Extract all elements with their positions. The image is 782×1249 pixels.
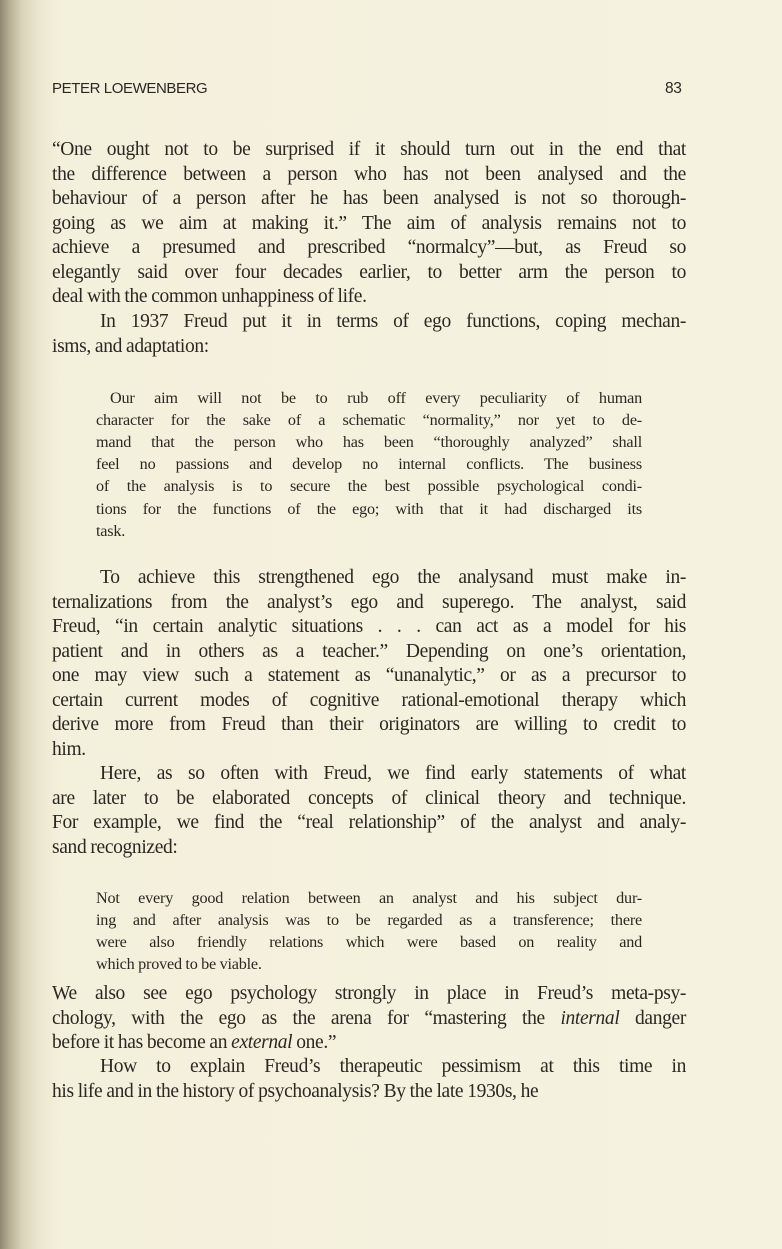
text-line: elegantly said over four decades earlier, to better arm the person to [52, 261, 686, 283]
text-line: sand recognized: [52, 836, 178, 858]
text-line: his life and in the history of psychoanalysis? By the late 1930s, he [52, 1080, 539, 1102]
text-line: Here, as so often with Freud, we find early statements of what [100, 763, 686, 784]
text-line: Our aim will not be to rub off every peculiarity of human [110, 389, 642, 407]
text-line: were also friendly relations which were based on reality and [96, 933, 642, 952]
text-line: “One ought not to be surprised if it should turn out in the end that [52, 139, 686, 160]
text-line: of the analysis is to secure the best possible psychological condi- [96, 477, 642, 496]
text-line: are later to be elaborated concepts of clinical theory and technique. [52, 787, 686, 809]
text-line: How to explain Freud’s therapeutic pessimism at this time in [100, 1056, 686, 1077]
text-line: ing and after analysis was to be regarded as a transference; there [96, 911, 642, 930]
text-line: certain current modes of cognitive rational-emotional therapy which [52, 689, 686, 711]
text-line: task. [96, 521, 126, 540]
text-line: achieve a presumed and prescribed “normalcy”—but, as Freud so [52, 237, 686, 258]
text-line: the difference between a person who has not been analysed and the [52, 163, 686, 185]
text-line: feel no passions and develop no internal conflicts. The business [96, 455, 642, 474]
text-line: him. [52, 738, 86, 760]
text-line [52, 1007, 686, 1031]
text-line: ternalizations from the analyst’s ego and superego. The analyst, said [52, 591, 686, 613]
text-line: Freud, “in certain analytic situations . . . can act as a model for his [52, 616, 686, 637]
italic-emphasis: internal [560, 1007, 620, 1029]
text-line: which proved to be viable. [96, 955, 262, 974]
text-line: We also see ego psychology strongly in place in Freud’s meta-psy- [52, 983, 686, 1004]
text-line [52, 1031, 686, 1055]
text-segment: one.” [292, 1032, 337, 1053]
text-line: behaviour of a person after he has been analysed is not so thorough- [52, 188, 686, 209]
text-line: character for the sake of a schematic “normality,” nor yet to de- [96, 411, 642, 430]
text-line: going as we aim at making it.” The aim of analysis remains not to [52, 212, 686, 234]
text-line: patient and in others as a teacher.” Depending on one’s orientation, [52, 640, 686, 662]
text-line: In 1937 Freud put it in terms of ego functions, coping mechan- [100, 311, 686, 332]
text-line: deal with the common unhappiness of life. [52, 286, 367, 307]
text-segment: danger [619, 1007, 686, 1029]
page-number: 83 [665, 80, 682, 97]
text-line: isms, and adaptation: [52, 335, 209, 357]
running-header-author: PETER LOEWENBERG [52, 80, 208, 97]
text-line: Not every good relation between an analyst and his subject dur- [96, 889, 642, 907]
text-line: derive more from Freud than their originators are willing to credit to [52, 714, 686, 735]
text-line: For example, we find the “real relationship” of the analyst and analy- [52, 812, 686, 833]
text-segment: chology, with the ego as the arena for “mastering the [52, 1007, 561, 1029]
italic-emphasis: external [231, 1032, 293, 1053]
text-line: mand that the person who has been “thoroughly analyzed” shall [96, 433, 642, 452]
text-line: one may view such a statement as “unanalytic,” or as a precursor to [52, 665, 686, 686]
text-segment: before it has become an [52, 1032, 232, 1053]
text-line: To achieve this strengthened ego the analysand must make in- [100, 567, 686, 588]
text-line: tions for the functions of the ego; with that it had discharged its [96, 499, 642, 518]
